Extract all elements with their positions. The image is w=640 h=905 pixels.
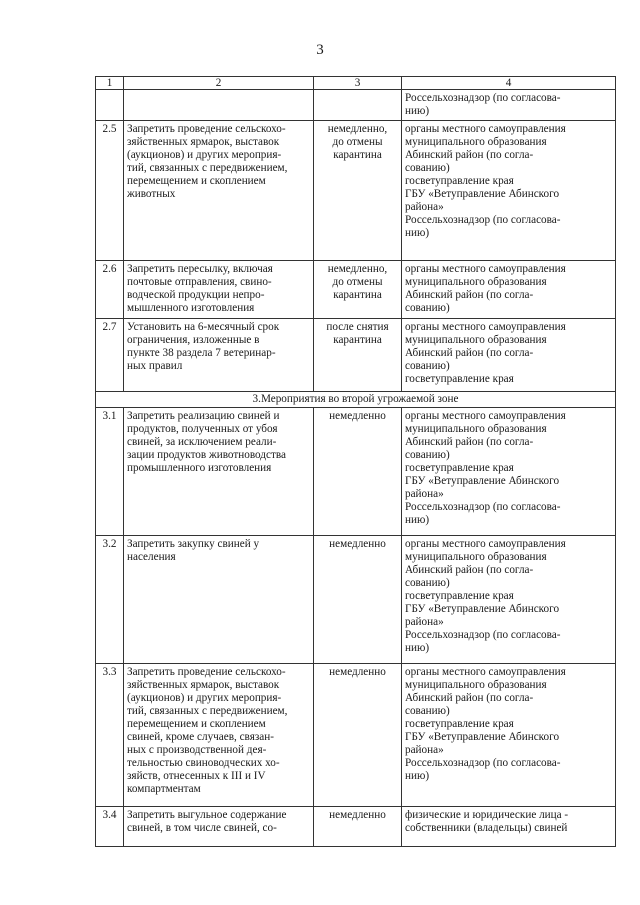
responsible-cell [402,807,616,847]
text-line: Россельхознадзор (по согласова- [405,214,561,226]
text-line: ных правил [127,360,183,372]
text-line: Запретить пересылку, включая [127,263,273,275]
text-line: Абинский район (по согла- [405,564,534,576]
responsible-cell [402,261,616,319]
table-row [96,121,616,261]
text-line: до отмены [332,136,383,148]
text-line: района» [405,616,444,628]
section-title: 3.Мероприятия во второй угрожаемой зоне [96,392,616,408]
text-line: муниципального образования [405,276,547,288]
text-line: продуктов, полученных от убоя [127,423,278,435]
text-line: тельностью свиноводческих хо- [127,757,280,769]
measure-cell [124,408,314,536]
text-line: зяйственных ярмарок, выставок [127,679,280,691]
text-line: зяйств, отнесенных к III и IV [127,770,266,782]
text-line: почтовые отправления, свино- [127,276,272,288]
item-number: 2.7 [96,319,124,392]
text-line: свиней, кроме случаев, связан- [127,731,274,743]
text-line: ГБУ «Ветуправление Абинского [405,603,560,615]
measure-cell [124,261,314,319]
text-line: тий, связанных с передвижением, [127,705,288,717]
text-line: района» [405,201,444,213]
text-line: ограничения, изложенные в [127,334,260,346]
text-line: Запретить проведение сельскохо- [127,666,286,678]
deadline-cell [314,807,402,847]
text-line: Запретить реализацию свиней и [127,410,280,422]
text-line: органы местного самоуправления [405,538,566,550]
text-line: нию) [405,105,430,117]
text-line: немедленно, [327,263,388,275]
deadline-cell [314,536,402,664]
text-line: нию) [405,642,430,654]
item-number: 2.5 [96,121,124,261]
text-line: перемещением и скоплением [127,175,266,187]
text-line: физические и юридические лица - [405,809,569,821]
deadline-cell [314,319,402,392]
text-line: Запретить выгульное содержание [127,809,287,821]
section-header-row [96,392,616,408]
text-line: мышленного изготовления [127,302,255,314]
table-row [96,261,616,319]
measure-cell [124,664,314,807]
text-line: Россельхознадзор (по согласова- [405,757,561,769]
deadline-cell [314,121,402,261]
deadline-cell [314,90,402,121]
text-line: Запретить проведение сельскохо- [127,123,286,135]
table-row [96,807,616,847]
responsible-cell [402,90,616,121]
text-line: собственники (владельцы) свиней [405,822,568,834]
table-row [96,90,616,121]
text-line: Установить на 6-месячный срок [127,321,280,333]
text-line: органы местного самоуправления [405,263,566,275]
text-line: муниципального образования [405,679,547,691]
text-line: ГБУ «Ветуправление Абинского [405,188,560,200]
text-line: немедленно [329,666,386,678]
text-line: органы местного самоуправления [405,410,566,422]
table-row [96,319,616,392]
responsible-cell [402,121,616,261]
measure-cell [124,90,314,121]
text-line: сованию) [405,577,450,589]
item-number: 3.4 [96,807,124,847]
text-line: госветуправление края [405,590,514,602]
text-line: Россельхознадзор (по согласова- [405,501,561,513]
text-line: сованию) [405,162,450,174]
text-line: тий, связанных с передвижением, [127,162,288,174]
text-line: перемещением и скоплением [127,718,266,730]
text-line: органы местного самоуправления [405,123,566,135]
table-row [96,408,616,536]
table-row [96,536,616,664]
text-line: госветуправление края [405,718,514,730]
text-line: органы местного самоуправления [405,666,566,678]
text-line: Абинский район (по согла- [405,289,534,301]
text-line: Россельхознадзор (по согласова- [405,629,561,641]
text-line: немедленно [329,410,386,422]
text-line: промышленного изготовления [127,462,272,474]
text-line: района» [405,488,444,500]
text-line: компартментам [127,783,201,795]
deadline-cell [314,261,402,319]
text-line: немедленно, [327,123,388,135]
item-number: 3.1 [96,408,124,536]
text-line: пункте 38 раздела 7 ветеринар- [127,347,276,359]
responsible-cell [402,536,616,664]
text-line: Россельхознадзор (по согласова- [405,92,561,104]
measures-table [95,76,616,847]
text-line: сованию) [405,302,450,314]
table-header-row [96,77,616,90]
text-line: после снятия [326,321,389,333]
text-line: района» [405,744,444,756]
header-cell: 2 [124,77,314,90]
text-line: карантина [333,334,382,346]
header-cell: 1 [96,77,124,90]
text-line: Запретить закупку свиней у [127,538,260,550]
text-line: Абинский район (по согла- [405,436,534,448]
text-line: до отмены [332,276,383,288]
text-line: карантина [333,149,382,161]
text-line: зации продуктов животноводства [127,449,286,461]
text-line: немедленно [329,538,386,550]
text-line: Абинский район (по согла- [405,347,534,359]
responsible-cell [402,664,616,807]
text-line: населения [127,551,176,563]
text-line: муниципального образования [405,136,547,148]
text-line: нию) [405,227,430,239]
text-line: Абинский район (по согла- [405,149,534,161]
table-row [96,664,616,807]
text-line: муниципального образования [405,551,547,563]
text-line: муниципального образования [405,334,547,346]
text-line: сованию) [405,449,450,461]
text-line: карантина [333,289,382,301]
text-line: сованию) [405,360,450,372]
text-line: госветуправление края [405,175,514,187]
text-line: муниципального образования [405,423,547,435]
text-line: ГБУ «Ветуправление Абинского [405,731,560,743]
text-line: сованию) [405,705,450,717]
text-line: животных [127,188,176,200]
text-line: нию) [405,514,430,526]
item-number: 2.6 [96,261,124,319]
text-line: Абинский район (по согла- [405,692,534,704]
text-line: ных с производственной дея- [127,744,267,756]
text-line: ГБУ «Ветуправление Абинского [405,475,560,487]
measure-cell [124,536,314,664]
measure-cell [124,319,314,392]
item-number: 3.3 [96,664,124,807]
header-cell: 4 [402,77,616,90]
responsible-cell [402,408,616,536]
text-line: нию) [405,770,430,782]
header-cell: 3 [314,77,402,90]
text-line: госветуправление края [405,462,514,474]
text-line: органы местного самоуправления [405,321,566,333]
text-line: водческой продукции непро- [127,289,265,301]
measure-cell [124,121,314,261]
text-line: зяйственных ярмарок, выставок [127,136,280,148]
text-line: свиней, в том числе свиней, со- [127,822,277,834]
text-line: немедленно [329,809,386,821]
deadline-cell [314,664,402,807]
item-number: 3.2 [96,536,124,664]
text-line: госветуправление края [405,373,514,385]
text-line: свиней, за исключением реали- [127,436,277,448]
item-number [96,90,124,121]
text-line: (аукционов) и других мероприя- [127,149,282,161]
page-number: 3 [316,42,324,58]
measure-cell [124,807,314,847]
responsible-cell [402,319,616,392]
text-line: (аукционов) и других мероприя- [127,692,282,704]
deadline-cell [314,408,402,536]
